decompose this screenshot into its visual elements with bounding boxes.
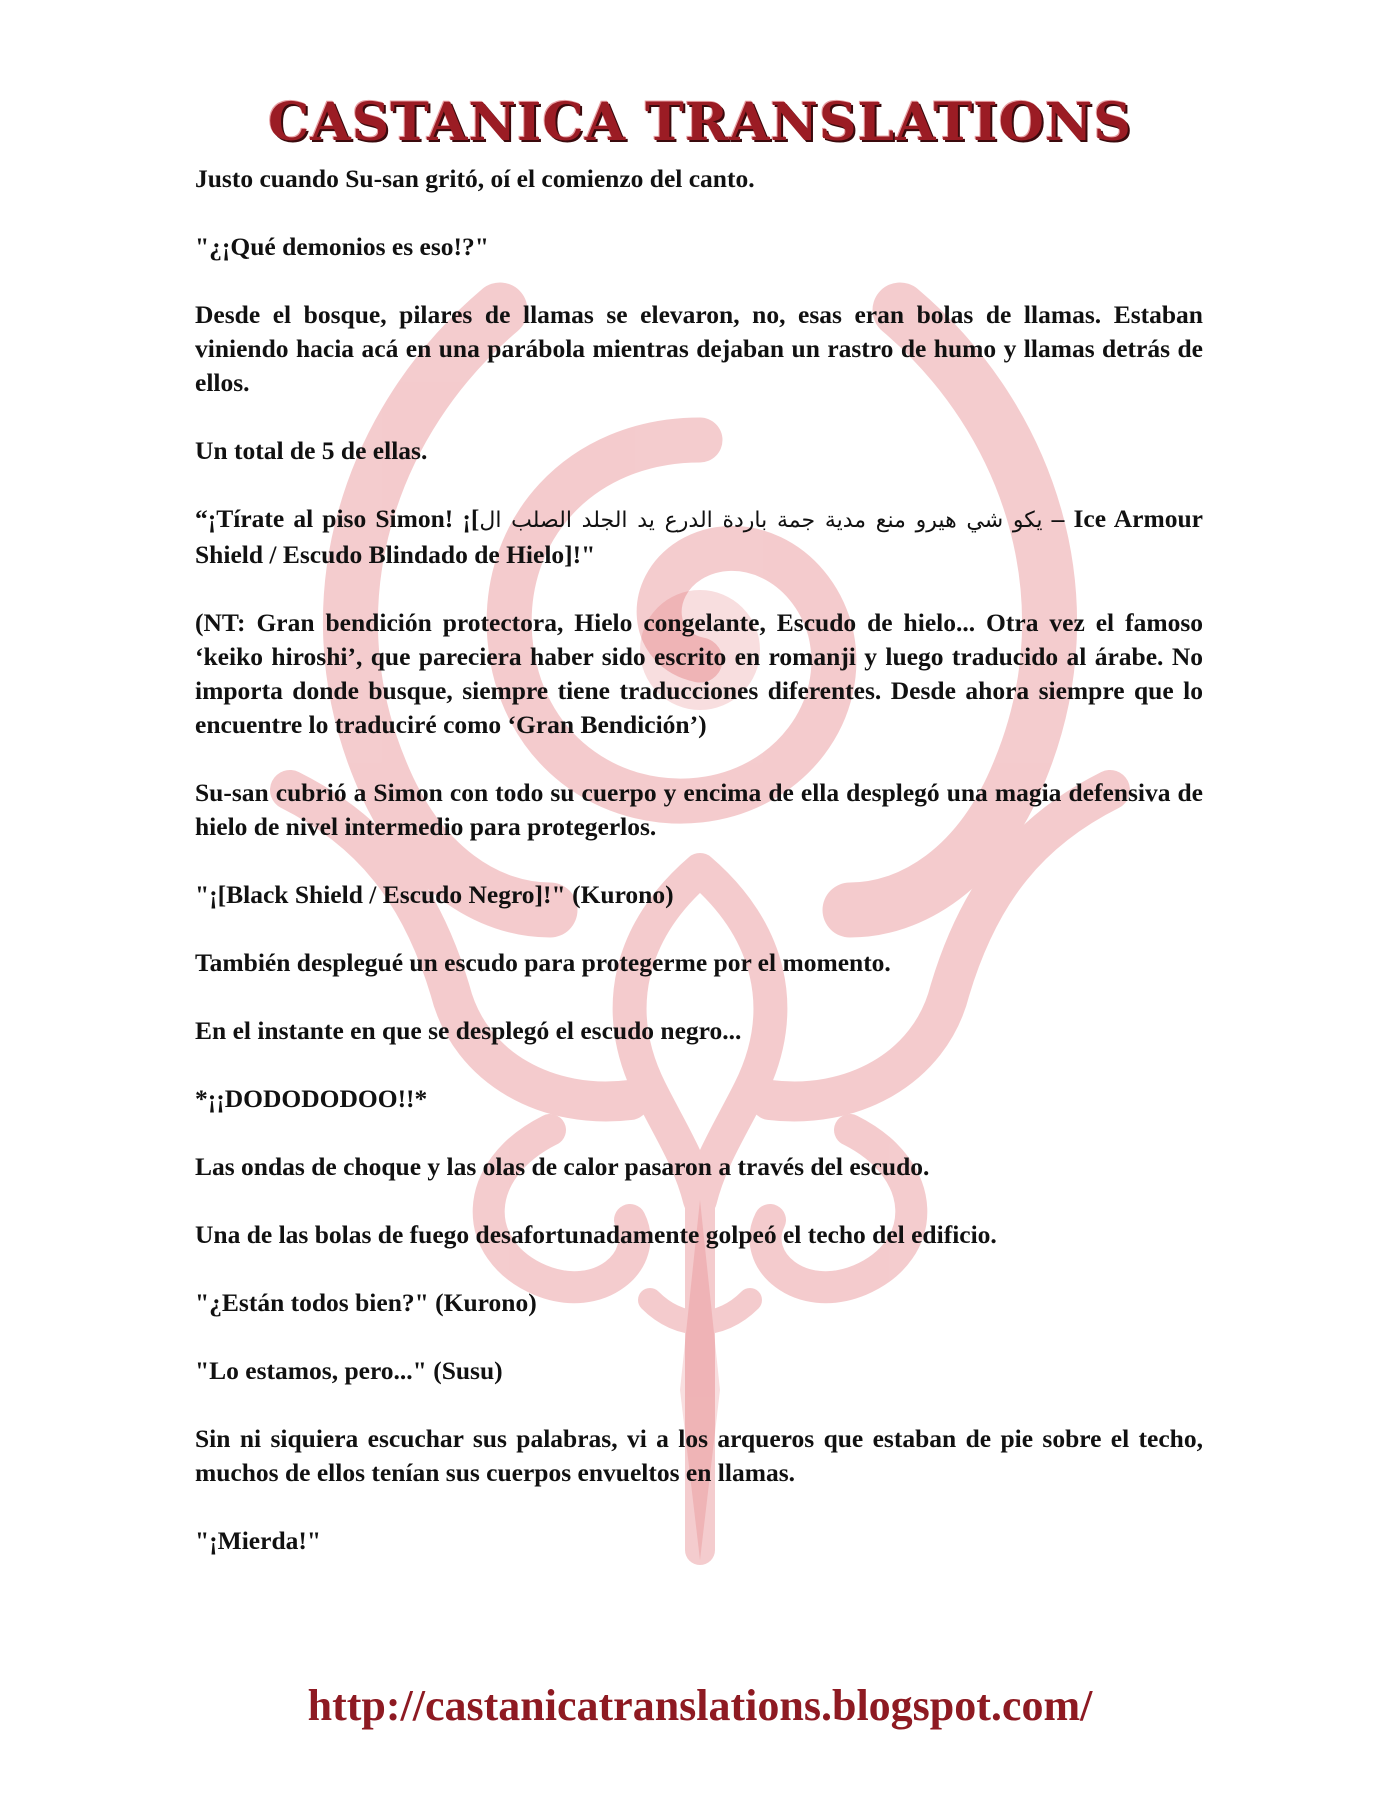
spell-arabic-text: يكو شي هيرو منع مدية جمة باردة الدرع يد الجلد الصلب ال — [479, 508, 1043, 533]
document-body — [195, 162, 1203, 1592]
paragraph: "¡[Black Shield / Escudo Negro]!" (Kurono) — [195, 880, 674, 909]
paragraph: Su-san cubrió a Simon con todo su cuerpo y encima de ella desplegó una magia defensiva de hielo de nivel intermedio para protegerlos. — [195, 778, 1203, 841]
paragraph: Justo cuando Su-san gritó, oí el comienzo del canto. — [195, 164, 755, 193]
paragraph: También desplegué un escudo para protegerme por el momento. — [195, 948, 891, 977]
paragraph: "Lo estamos, pero..." (Susu) — [195, 1356, 503, 1385]
paragraph: *¡¡DODODODOO!!* — [195, 1084, 428, 1113]
paragraph: Un total de 5 de ellas. — [195, 436, 428, 465]
paragraph: "¿¡Qué demonios es eso!?" — [195, 232, 489, 261]
paragraph: "¡Mierda!" — [195, 1526, 322, 1555]
spell-suffix: – Ice Armour Shield / Escudo Blindado de Hielo]!" — [195, 504, 1203, 569]
blog-url: http://castanicatranslations.blogspot.com/ — [307, 1681, 1093, 1730]
paragraph: En el instante en que se desplegó el escudo negro... — [195, 1016, 742, 1045]
paragraph: Desde el bosque, pilares de llamas se elevaron, no, esas eran bolas de llamas. Estaban viniendo hacia acá en una parábola mientras dejaban un rastro de humo y llamas detrás de ellos. — [195, 300, 1203, 397]
paragraph: "¿Están todos bien?" (Kurono) — [195, 1288, 537, 1317]
site-title: CASTANICA TRANSLATIONS — [268, 92, 1132, 153]
spell-prefix: “¡Tírate al piso Simon! ¡[ — [195, 504, 480, 533]
paragraph: Sin ni siquiera escuchar sus palabras, vi a los arqueros que estaban de pie sobre el techo, muchos de ellos tenían sus cuerpos envueltos en llamas. — [195, 1424, 1203, 1487]
paragraph: Una de las bolas de fuego desafortunadamente golpeó el techo del edificio. — [195, 1220, 997, 1249]
paragraph: Las ondas de choque y las olas de calor pasaron a través del escudo. — [195, 1152, 930, 1181]
spell-paragraph — [195, 502, 1203, 572]
paragraph: (NT: Gran bendición protectora, Hielo congelante, Escudo de hielo... Otra vez el famoso ‘keiko hiroshi’, que pareciera haber sido escrito en romanji y luego traducido al árabe. No importa donde busque, siempre tiene traducciones diferentes. Desde ahora siempre que lo encuentre lo traduciré como ‘Gran Bendición’) — [195, 608, 1203, 739]
